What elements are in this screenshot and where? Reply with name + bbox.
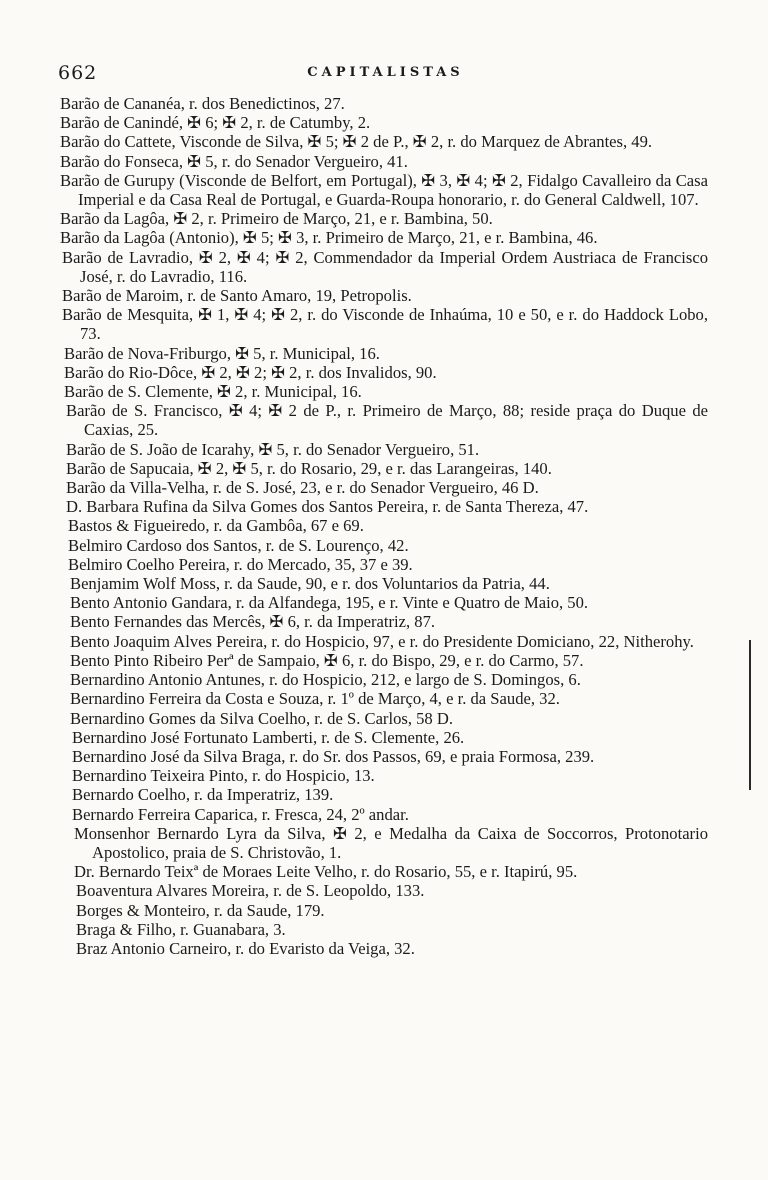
directory-entry: Barão de Canindé, ✠ 6; ✠ 2, r. de Catumby, 2. [60, 113, 371, 133]
directory-entry: Bernardino José Fortunato Lamberti, r. de S. Clemente, 26. [72, 727, 465, 747]
directory-entry: Braga & Filho, r. Guanabara, 3. [76, 919, 286, 939]
directory-entry: Barão de S. João de Icarahy, ✠ 5, r. do Senador Vergueiro, 51. [66, 439, 480, 459]
directory-entry: Bernardino Gomes da Silva Coelho, r. de S. Carlos, 58 D. [70, 708, 453, 728]
directory-entry: Barão da Lagôa, ✠ 2, r. Primeiro de Março, 21, e r. Bambina, 50. [60, 209, 493, 229]
page-number: 662 [58, 62, 98, 84]
directory-entry: Bento Fernandes das Mercês, ✠ 6, r. da Imperatriz, 87. [70, 612, 436, 632]
directory-entry: Boaventura Alvares Moreira, r. de S. Leopoldo, 133. [76, 881, 425, 901]
directory-entry: Bernardino Ferreira da Costa e Souza, r. 1º de Março, 4, e r. da Saude, 32. [70, 689, 560, 709]
running-head: CAPITALISTAS [307, 65, 464, 80]
page-header [58, 62, 713, 86]
directory-entry: Bastos & Figueiredo, r. da Gambôa, 67 e 69. [68, 516, 364, 536]
directory-entry: Belmiro Coelho Pereira, r. do Mercado, 35, 37 e 39. [68, 554, 413, 574]
directory-entry: Benjamim Wolf Moss, r. da Saude, 90, e r. dos Voluntarios da Patria, 44. [70, 574, 550, 594]
directory-entry: Bernardino Teixeira Pinto, r. do Hospicio, 13. [72, 766, 375, 786]
margin-rule [749, 640, 751, 790]
directory-entry: Barão de Maroim, r. de Santo Amaro, 19, Petropolis. [62, 286, 412, 306]
directory-entry: Barão de S. Francisco, ✠ 4; ✠ 2 de P., r. Primeiro de Março, 88; reside praça do Duque de Caxias, 25. [66, 401, 708, 440]
directory-entries [0, 94, 768, 958]
directory-entry: Barão de Gurupy (Visconde de Belfort, em Portugal), ✠ 3, ✠ 4; ✠ 2, Fidalgo Cavalleiro da Casa Imperial e da Casa Real de Portugal, e Guarda-Roupa honorario, r. do General Caldwell, 107. [60, 170, 708, 210]
directory-entry: Barão de Nova-Friburgo, ✠ 5, r. Municipal, 16. [64, 343, 380, 363]
directory-entry: Barão de S. Clemente, ✠ 2, r. Municipal, 16. [64, 382, 362, 402]
directory-entry: Barão de Lavradio, ✠ 2, ✠ 4; ✠ 2, Commendador da Imperial Ordem Austriaca de Francisco José, r. do Lavradio, 116. [62, 247, 708, 286]
directory-entry: Borges & Monteiro, r. da Saude, 179. [76, 900, 325, 920]
directory-entry: Monsenhor Bernardo Lyra da Silva, ✠ 2, e Medalha da Caixa de Soccorros, Protonotario Apostolico, praia de S. Christovão, 1. [74, 823, 708, 862]
directory-entry: Barão de Mesquita, ✠ 1, ✠ 4; ✠ 2, r. do Visconde de Inhaúma, 10 e 50, e r. do Haddock Lobo, 73. [62, 305, 708, 344]
directory-entry: Bento Antonio Gandara, r. da Alfandega, 195, e r. Vinte e Quatro de Maio, 50. [70, 593, 589, 613]
directory-entry: Barão de Cananéa, r. dos Benedictinos, 27. [60, 94, 345, 113]
directory-entry: Barão da Lagôa (Antonio), ✠ 5; ✠ 3, r. Primeiro de Março, 21, e r. Bambina, 46. [60, 228, 598, 248]
directory-entry: D. Barbara Rufina da Silva Gomes dos Santos Pereira, r. de Santa Thereza, 47. [66, 497, 589, 517]
directory-entry: Barão de Sapucaia, ✠ 2, ✠ 5, r. do Rosario, 29, e r. das Larangeiras, 140. [66, 458, 552, 478]
directory-entry: Bernardo Coelho, r. da Imperatriz, 139. [72, 785, 334, 805]
directory-entry: Braz Antonio Carneiro, r. do Evaristo da Veiga, 32. [76, 938, 415, 958]
directory-entry: Belmiro Cardoso dos Santos, r. de S. Lourenço, 42. [68, 535, 409, 555]
directory-entry: Barão do Fonseca, ✠ 5, r. do Senador Vergueiro, 41. [60, 151, 408, 171]
directory-entry: Dr. Bernardo Teixª de Moraes Leite Velho, r. do Rosario, 55, e r. Itapirú, 95. [74, 862, 578, 882]
directory-entry: Bento Pinto Ribeiro Perª de Sampaio, ✠ 6, r. do Bispo, 29, e r. do Carmo, 57. [70, 650, 584, 670]
directory-entry: Bento Joaquim Alves Pereira, r. do Hospicio, 97, e r. do Presidente Domiciano, 22, Nitherohy. [70, 631, 694, 651]
directory-entry: Bernardo Ferreira Caparica, r. Fresca, 24, 2º andar. [72, 804, 409, 824]
directory-entry: Barão da Villa-Velha, r. de S. José, 23, e r. do Senador Vergueiro, 46 D. [66, 478, 539, 498]
directory-entry: Barão do Rio-Dôce, ✠ 2, ✠ 2; ✠ 2, r. dos Invalidos, 90. [64, 362, 437, 382]
directory-entry: Bernardino José da Silva Braga, r. do Sr. dos Passos, 69, e praia Formosa, 239. [72, 746, 595, 766]
directory-entry: Barão do Cattete, Visconde de Silva, ✠ 5; ✠ 2 de P., ✠ 2, r. do Marquez de Abrantes, 49. [60, 132, 653, 152]
directory-entry: Bernardino Antonio Antunes, r. do Hospicio, 212, e largo de S. Domingos, 6. [70, 670, 581, 690]
